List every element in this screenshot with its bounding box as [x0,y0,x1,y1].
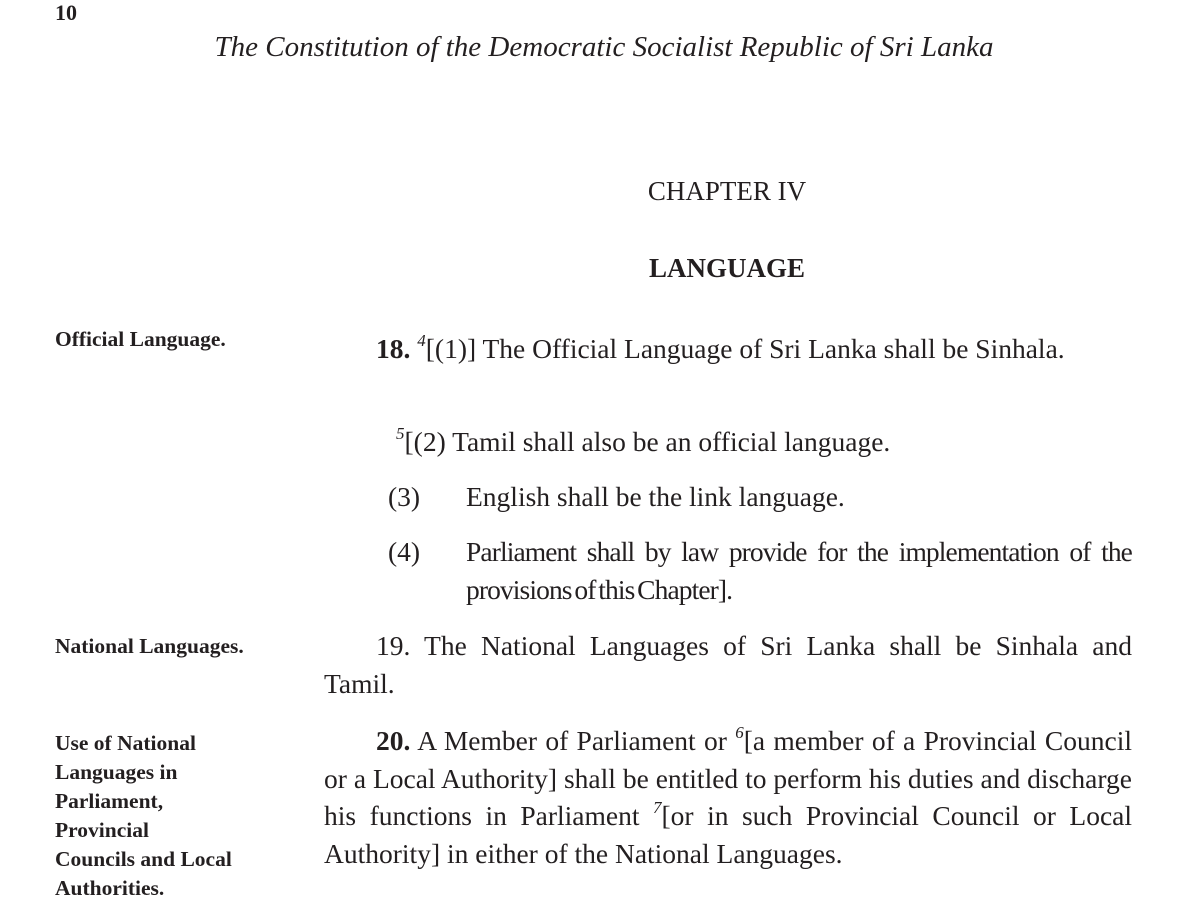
marginal-note-line: Councils and Local [55,847,232,871]
section-18-text: [(1)] The Official Language of Sri Lanka shall be Sinhala. [425,333,1065,364]
footnote-ref-6: 6 [735,723,744,742]
subsection-4-text: Parliament shall by law provide for the implementation of the provisions of this Chapter]. [466,536,1132,605]
section-18-paragraph [324,330,1132,368]
marginal-note-use-of-national-languages [55,729,295,903]
section-20-paragraph [324,722,1132,872]
marginal-note-national-languages: National Languages. [55,634,244,658]
section-20-text-part1: A Member of Parliament or [417,725,727,756]
running-header: The Constitution of the Democratic Socialist Republic of Sri Lanka [214,31,994,63]
section-20-text-part2: [a member of a Provincial Council or a Local Authority] shall be entitled to perform his duties and discharge his functions in Parliament [324,725,1133,831]
page-number: 10 [55,0,77,25]
footnote-ref-5: 5 [396,424,405,443]
section-18-subsection-3 [388,478,1132,516]
marginal-note-line: Provincial [55,818,149,842]
marginal-note-line: Use of National [55,731,196,755]
footnote-ref-4: 4 [417,331,426,350]
section-18-subsection-2 [396,423,1140,461]
subsection-3-label: (3) [388,481,421,512]
section-20-text-part3: [or in such Provincial Council or Local Authority] in either of the National Languages. [324,800,1133,869]
subsection-3-text: English shall be the link language. [466,481,845,512]
marginal-note-line: Parliament, [55,789,164,813]
chapter-number: CHAPTER IV [647,176,807,206]
section-18-subsection-4 [388,533,1132,608]
subsection-4-label: (4) [388,536,421,567]
marginal-note-line: Authorities. [55,876,165,900]
marginal-note-official-language: Official Language. [55,327,226,351]
chapter-title: LANGUAGE [648,253,805,283]
section-19-paragraph [324,627,1132,702]
subsection-2-text: [(2) Tamil shall also be an official language. [404,426,891,457]
marginal-note-line: Languages in [55,760,178,784]
section-18-number: 18. [376,333,411,364]
section-20-number: 20. [376,725,411,756]
footnote-ref-7: 7 [653,798,662,817]
section-19-text: 19. The National Languages of Sri Lanka shall be Sinhala and Tamil. [324,630,1132,699]
